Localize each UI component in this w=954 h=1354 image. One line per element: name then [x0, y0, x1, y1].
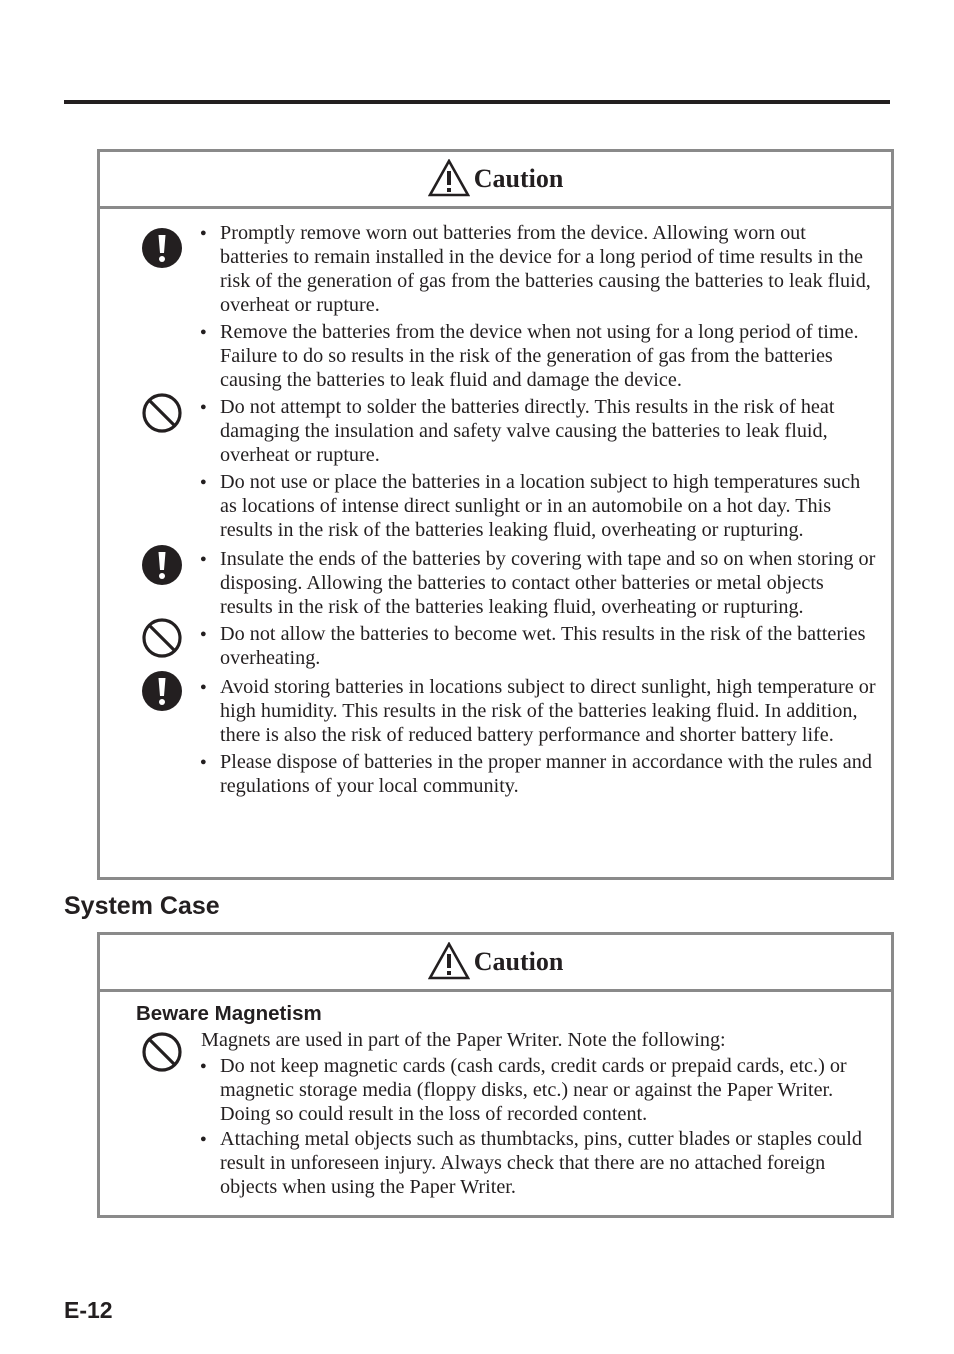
caution-header — [100, 152, 891, 209]
caution-box-magnetism — [97, 932, 894, 1218]
subsection-title: Beware Magnetism — [136, 1002, 322, 1025]
caution-group — [100, 622, 891, 670]
list-item: ● Do not allow the batteries to become wet. This results in the risk of the batteries overheating. — [100, 622, 891, 670]
page-number: E-12 — [64, 1297, 113, 1323]
list-item: ● Avoid storing batteries in locations subject to direct sunlight, high temperature or high humidity. This results in the risk of the batteries leaking fluid. In addition, there is also the risk of reduced battery performance and shorter battery life. — [100, 675, 891, 747]
caution-group — [100, 221, 891, 392]
warning-triangle-icon — [428, 159, 470, 197]
list-item: ● Insulate the ends of the batteries by covering with tape and so on when storing or disposing. Allowing the batteries to contact other batteries or metal objects results in the risk of the batteries leaking fluid, overheating or rupturing. — [100, 547, 891, 619]
list-item: ● Remove the batteries from the device when not using for a long period of time. Failure to do so results in the risk of the generation of gas from the batteries causing the batteries to leak fluid and damage the device. — [100, 320, 891, 392]
top-rule — [64, 100, 890, 104]
list-item: ● Do not keep magnetic cards (cash cards, credit cards or prepaid cards, etc.) or magnetic storage media (floppy disks, etc.) near or against the Paper Writer. Doing so could result in the loss of recorded content. — [100, 1054, 891, 1126]
caution-group — [100, 547, 891, 619]
list-item: ● Attaching metal objects such as thumbtacks, pins, cutter blades or staples could result in unforeseen injury. Always check that there are no attached foreign objects when using the Paper Writer. — [100, 1127, 891, 1199]
caution-title: Caution — [473, 947, 564, 976]
list-item: ● Promptly remove worn out batteries from the device. Allowing worn out batteries to remain installed in the device for a long period of time results in the risk of the generation of gas from the batteries causing the batteries to leak fluid, overheat or rupture. — [100, 221, 891, 317]
warning-triangle-icon — [428, 942, 470, 980]
list-item: ● Do not attempt to solder the batteries directly. This results in the risk of heat damaging the insulation and safety valve causing the batteries to leak fluid, overheat or rupture. — [100, 395, 891, 467]
list-item: ● Please dispose of batteries in the proper manner in accordance with the rules and regulations of your local community. — [100, 750, 891, 798]
list-item: ● Do not use or place the batteries in a location subject to high temperatures such as locations of intense direct sunlight or in an automobile on a hot day. This results in the risk of the batteries leaking fluid, overheating or rupturing. — [100, 470, 891, 542]
section-title: System Case — [64, 892, 220, 920]
caution-group — [100, 1028, 891, 1199]
caution-group — [100, 395, 891, 542]
caution-group — [100, 675, 891, 798]
caution-title: Caution — [473, 164, 564, 193]
intro-text: Magnets are used in part of the Paper Writer. Note the following: — [201, 1029, 726, 1051]
caution-box-batteries — [97, 149, 894, 880]
caution-header — [100, 935, 891, 992]
